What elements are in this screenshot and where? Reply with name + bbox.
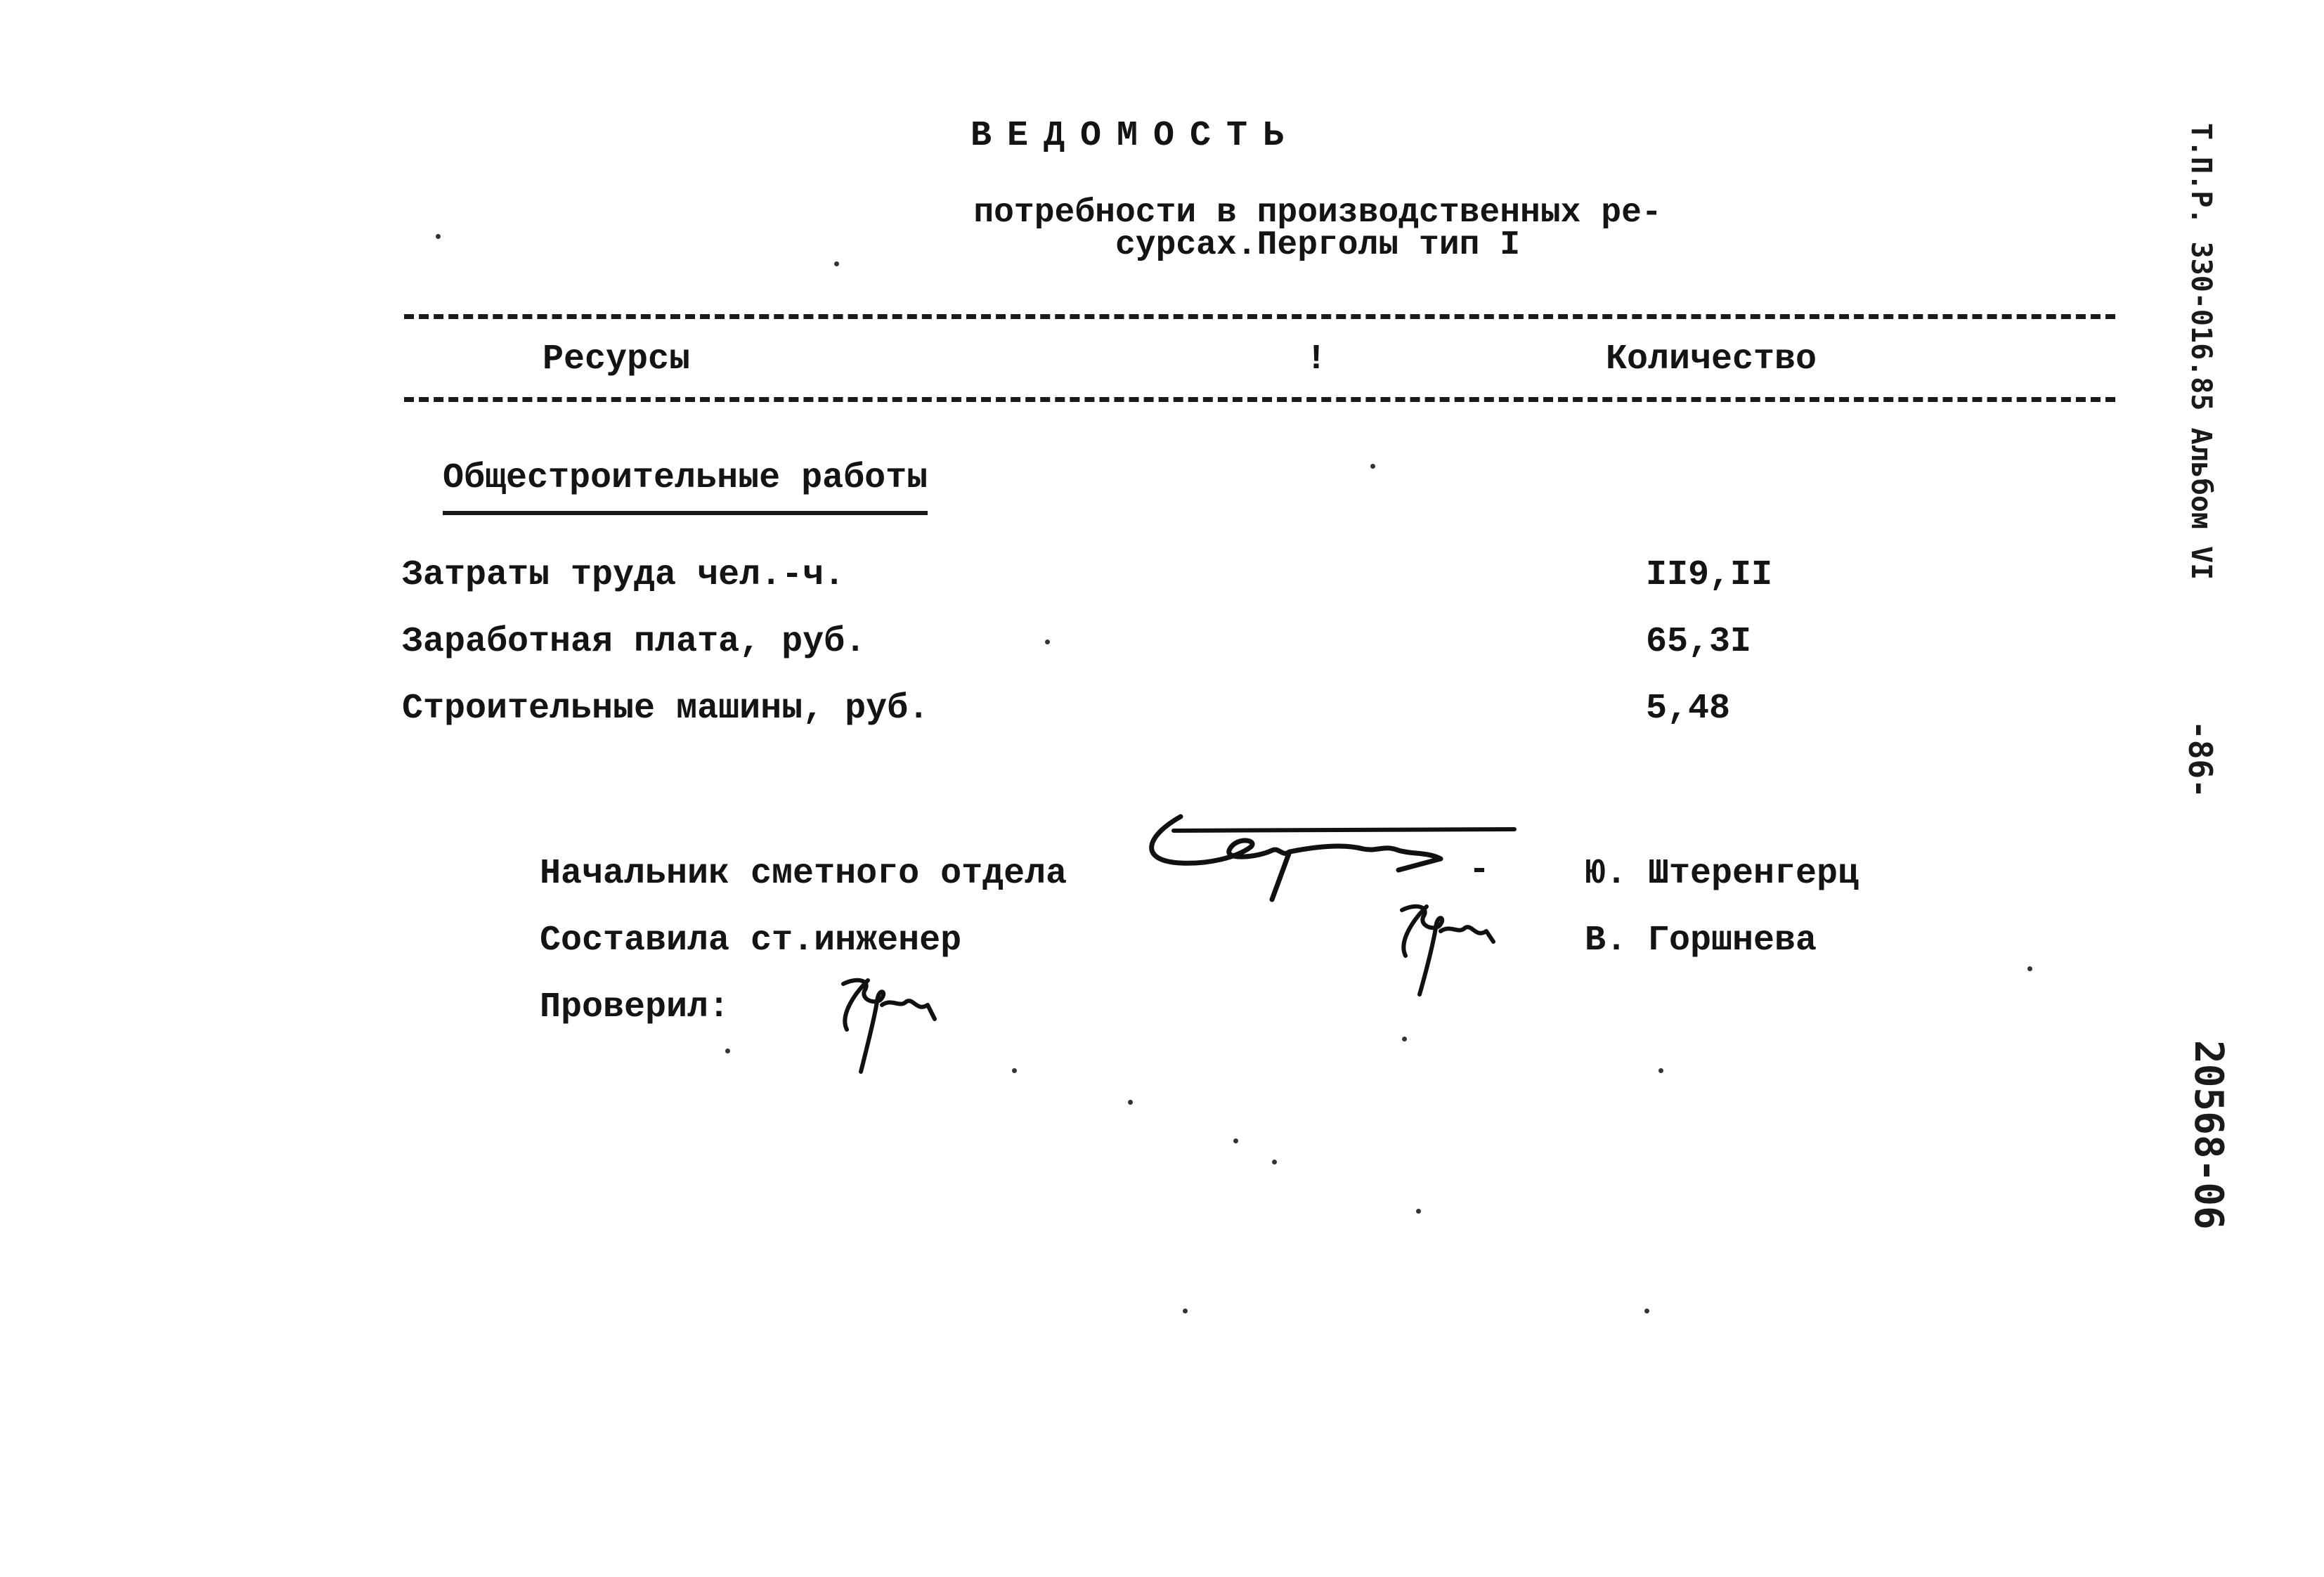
scan-speck: [1012, 1068, 1017, 1073]
scan-speck: [1402, 1037, 1407, 1041]
scan-speck: [725, 1049, 730, 1053]
scan-speck: [1416, 1209, 1421, 1214]
header-bottom-rule: [404, 397, 2115, 402]
document-title: ВЕДОМОСТЬ: [970, 116, 1300, 156]
signature-role-checked: Проверил:: [540, 987, 730, 1027]
margin-archive-number: 20568-06: [2186, 1040, 2231, 1230]
handwritten-signature-checked: [829, 973, 956, 1079]
row-label-labor: Затраты труда чел.-ч.: [402, 555, 845, 595]
document-subtitle: потребности в производственных ре-сурсах.Перголы тип I: [973, 194, 1662, 264]
row-value-wages: 65,3I: [1646, 622, 1752, 662]
scan-speck: [2027, 966, 2032, 971]
column-header-quantity: Количество: [1606, 339, 1817, 379]
margin-document-code: Т.П.Р. 330-016.85 Альбом VI: [2185, 123, 2217, 580]
scan-speck: [1183, 1309, 1188, 1313]
scan-speck: [834, 261, 839, 266]
header-top-rule: [404, 314, 2115, 319]
handwritten-signature-head: [1131, 808, 1525, 914]
signature-role-engineer: Составила ст.инженер: [540, 921, 962, 961]
margin-page-number: -86-: [2181, 720, 2219, 798]
signature-name-engineer: В. Горшнева: [1585, 921, 1817, 961]
column-header-resources: Ресурсы: [543, 339, 691, 379]
scan-speck: [1658, 1068, 1663, 1073]
row-value-machines: 5,48: [1646, 689, 1731, 729]
row-label-wages: Заработная плата, руб.: [402, 622, 866, 662]
column-separator: !: [1306, 339, 1327, 379]
scan-speck: [1233, 1138, 1238, 1143]
scan-speck: [1370, 464, 1375, 469]
scan-speck: [436, 234, 441, 239]
signature-dash: -: [1469, 850, 1491, 890]
row-value-labor: II9,II: [1646, 555, 1773, 595]
signature-name-head: Ю. Штеренгерц: [1585, 854, 1859, 894]
row-label-machines: Строительные машины, руб.: [402, 689, 930, 729]
section-title: Общестроительные работы: [443, 458, 928, 515]
scan-speck: [1045, 640, 1050, 644]
handwritten-signature-engineer: [1388, 900, 1514, 1005]
scan-speck: [1128, 1100, 1133, 1105]
scan-speck: [1272, 1160, 1277, 1164]
signature-role-head: Начальник сметного отдела: [540, 854, 1067, 894]
scan-speck: [1644, 1309, 1649, 1313]
